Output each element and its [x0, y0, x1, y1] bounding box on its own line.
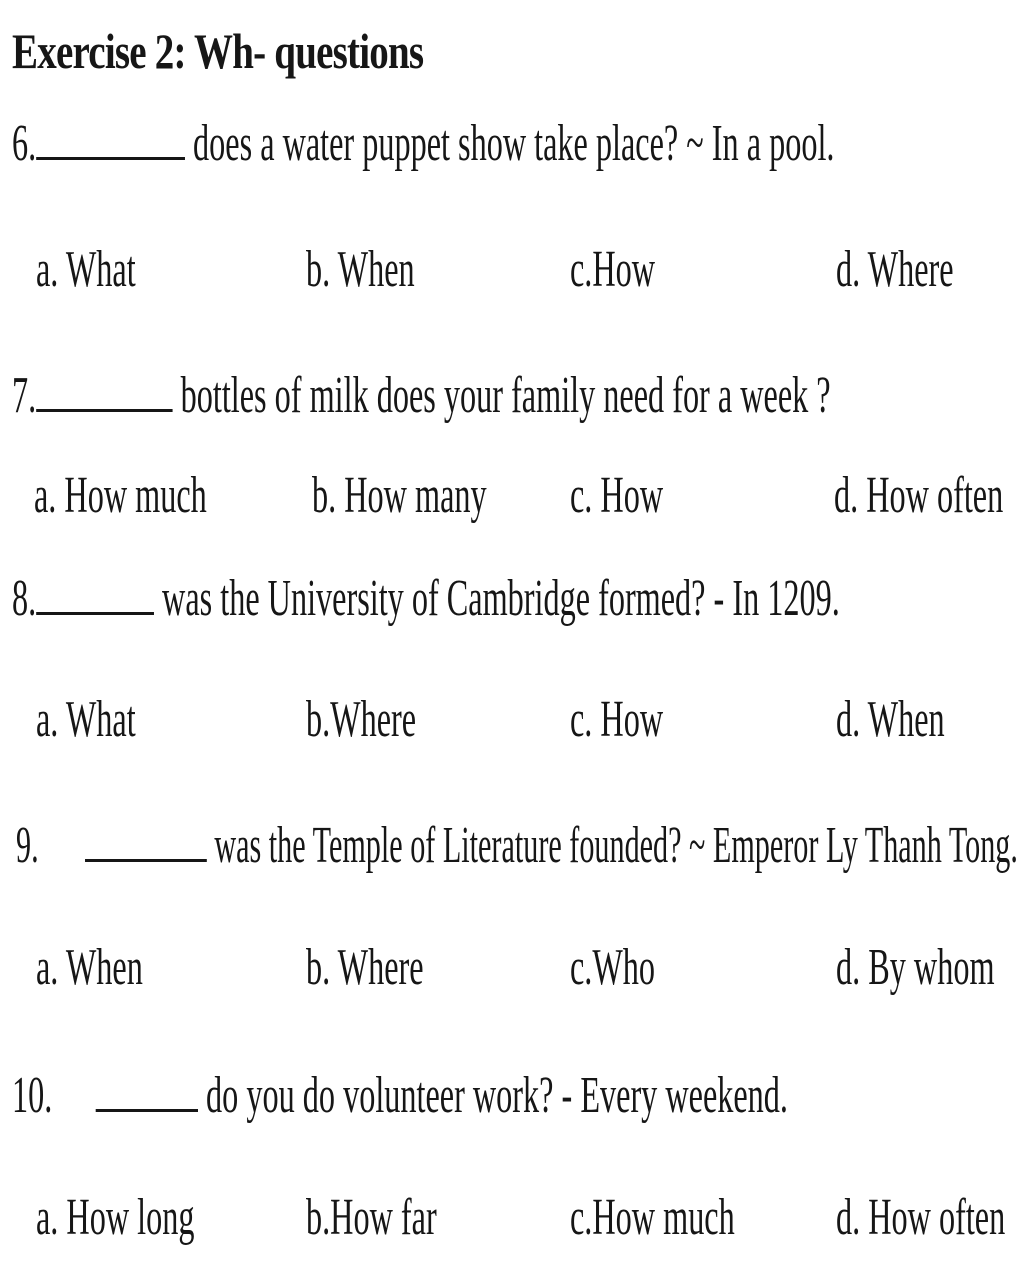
option-c: c. How [570, 467, 664, 524]
option-d: d. When [836, 691, 945, 748]
option-b: b.Where [306, 691, 417, 748]
option-b: b. Where [306, 939, 424, 996]
option-b: b. When [306, 241, 415, 298]
option-a: a. What [36, 691, 136, 748]
exercise-title: Exercise 2: Wh- questions [12, 23, 424, 79]
question-text: was the University of Cambridge formed? - In 1209. [162, 570, 840, 627]
option-a: a. How much [34, 467, 207, 524]
question-7 [12, 367, 831, 424]
option-d: d. Where [836, 241, 954, 298]
question-number: 7. [12, 367, 37, 424]
question-6 [12, 115, 835, 172]
question-number: 6. [12, 115, 37, 172]
option-b: b.How far [306, 1189, 437, 1246]
question-number: 9. [16, 817, 39, 874]
answer-blank [36, 147, 185, 160]
option-d: d. How often [834, 467, 1004, 524]
option-a: a. How long [36, 1189, 195, 1246]
option-d: d. By whom [836, 939, 995, 996]
question-10 [12, 1067, 788, 1124]
option-c: c.Who [570, 939, 656, 996]
question-number: 10. [12, 1067, 53, 1124]
answer-blank [36, 399, 172, 412]
option-a: a. When [36, 939, 143, 996]
question-text: do you do volunteer work? - Every weekend. [206, 1067, 788, 1124]
answer-blank [85, 849, 207, 862]
answer-blank [36, 602, 154, 615]
question-8 [12, 570, 840, 627]
option-c: c.How much [570, 1189, 735, 1246]
question-number: 8. [12, 570, 37, 627]
question-text: was the Temple of Literature founded? ~ Emperor Ly Thanh Tong. [214, 817, 1018, 874]
answer-blank [96, 1099, 198, 1112]
option-b: b. How many [312, 467, 487, 524]
question-text: does a water puppet show take place? ~ In a pool. [193, 115, 835, 172]
question-9 [16, 817, 1018, 874]
option-a: a. What [36, 241, 136, 298]
option-c: c. How [570, 691, 664, 748]
option-d: d. How often [836, 1189, 1006, 1246]
question-text: bottles of milk does your family need for a week ? [180, 367, 831, 424]
option-c: c.How [570, 241, 656, 298]
